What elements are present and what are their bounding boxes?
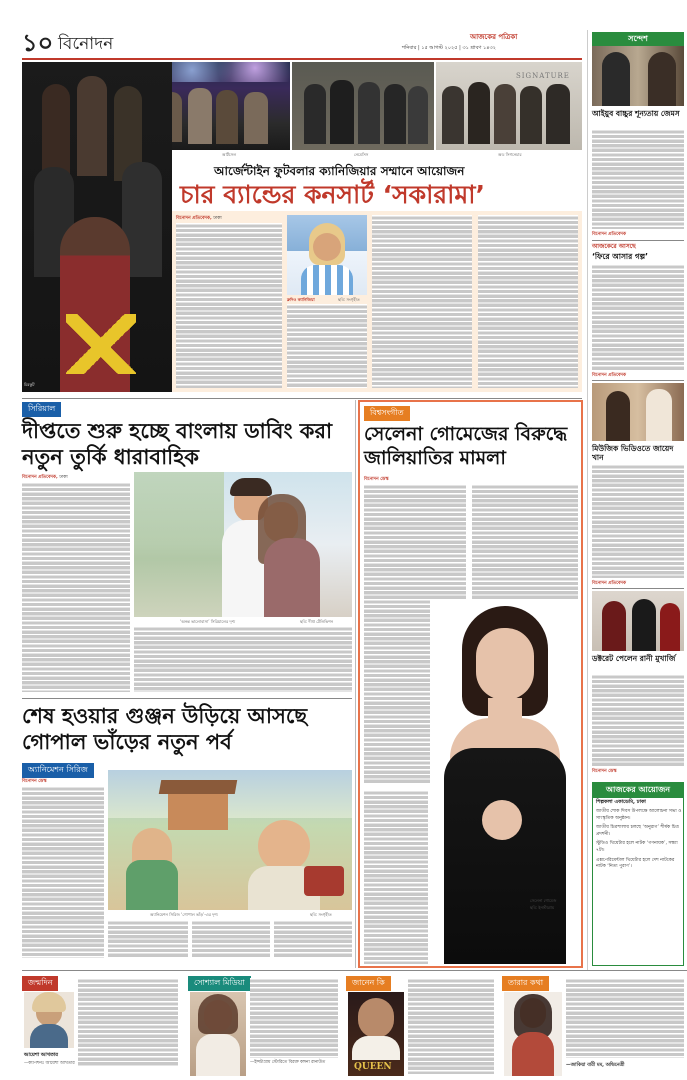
- gopal-headline: শেষ হওয়ার গুঞ্জন উড়িয়ে আসছে গোপাল ভাঁড়ের নতুন পর্ব: [22, 704, 308, 754]
- birthday-names: আয়েশা আখতার: [24, 1052, 59, 1058]
- know-box: [346, 974, 496, 1080]
- serial-photo: [134, 472, 352, 617]
- side-rule-2: [592, 380, 684, 381]
- star-photo: [504, 992, 562, 1076]
- lead-dateline: ঢাকা: [213, 216, 222, 221]
- social-body: [250, 978, 338, 1058]
- social-tag: সোশ্যাল মিডিয়া: [188, 976, 251, 991]
- birthday-photo: [24, 992, 74, 1048]
- side-item3-title: মিউজিক ভিডিওতে জায়েদ খান: [592, 444, 674, 462]
- lead-body-col-4: [478, 215, 578, 388]
- lead-body-col-2: [287, 304, 367, 388]
- selena-photo-caption: সেলেনা গোমেজ: [530, 898, 557, 903]
- social-box: [188, 974, 340, 1080]
- masthead-rule: [22, 58, 582, 60]
- selena-photo-credit: ছবি: ইনস্টাগ্রাম: [530, 905, 555, 910]
- event-item: স্টুডিও থিয়েটার হলে নাটক ‘গণনায়ক’, সন্ধ্যা ৭টা।: [596, 841, 678, 853]
- jayed-photo: [592, 383, 684, 441]
- star-tag: তারার কথা: [502, 976, 549, 991]
- events-venue: শিল্পকলা একাডেমি, ঢাকা: [596, 799, 646, 805]
- caniggia-credit: ছবি: সংগৃহীত: [338, 297, 360, 302]
- side-item4-body: [592, 674, 684, 766]
- social-signoff: —ইন্সটাগ্রাম স্টোরিতে বিরক্ত কঙ্গনা রানাউত: [250, 1060, 326, 1065]
- odd-signature-caption: অড সিগনেচার: [498, 152, 522, 157]
- gopal-photo-credit: ছবি: সংগৃহীত: [310, 912, 332, 917]
- events-list: [596, 809, 682, 874]
- know-body: [408, 978, 494, 1074]
- serial-tag: সিরিয়াল: [22, 402, 61, 417]
- side-item4-byline: বিনোদন ডেস্ক: [592, 769, 617, 774]
- gopal-body-col-4: [274, 920, 352, 958]
- side-item2-body: [592, 264, 684, 370]
- gopal-body-col-3: [192, 920, 270, 958]
- birthday-box: [22, 974, 182, 1080]
- side-item2-kicker: আজকেরে আসছে: [592, 243, 636, 250]
- column-divider: [355, 400, 356, 968]
- nemesis-caption: নেমেসিস: [354, 152, 369, 157]
- event-item: এক্সপেরিমেন্টাল থিয়েটার হলে দেশ নাটকের নাটক ‘নিত্য পুরাণ’।: [596, 857, 675, 870]
- caniggia-photo: [287, 215, 367, 295]
- gopal-photo: [108, 770, 352, 910]
- event-item: জাতীয় শোক দিবস উপলক্ষে আলোচনা সভা ও সাংস্কৃতিক অনুষ্ঠান।: [596, 809, 682, 821]
- side-item2-title: ‘ফিরে আসার গল্প’: [592, 252, 648, 261]
- gopal-byline: বিনোদন ডেস্ক: [22, 779, 47, 784]
- gopal-tag: অ্যানিমেশন সিরিজ: [22, 763, 94, 778]
- social-photo: [190, 992, 246, 1076]
- masthead: [22, 30, 582, 56]
- birthday-tag: জন্মদিন: [22, 976, 58, 991]
- chirkut-photo: [22, 62, 172, 392]
- birthday-body: [78, 978, 178, 1066]
- side-item1-body: [592, 129, 684, 229]
- james-photo: [592, 46, 684, 106]
- queen-poster: [348, 992, 404, 1076]
- side-item1-byline: বিনোদন প্রতিবেদক: [592, 232, 627, 237]
- star-signoff: —জাকিয়া বারী মম, অভিনেত্রী: [566, 1063, 625, 1068]
- side-item3-body: [592, 464, 684, 578]
- issue-date: শনিবার | ১৫ আগস্ট ২০২৫ | ৩১ শ্রাবণ ১৪৩২: [402, 45, 496, 51]
- lead-bottom-rule: [22, 398, 582, 399]
- lead-headline: চার ব্যান্ডের কনসার্ট ‘সকারামা’: [180, 180, 485, 209]
- gopal-body-col-2: [108, 920, 188, 958]
- selena-headline: সেলেনা গোমেজের বিরুদ্ধে জালিয়াতির মামলা: [364, 423, 568, 469]
- sidebar-header: সন্দেশ: [592, 32, 684, 47]
- lead-byline: [176, 215, 222, 222]
- side-rule-3: [592, 588, 684, 589]
- side-rule-1: [592, 240, 684, 241]
- lead-body-col-1: [176, 223, 282, 388]
- nemesis-photo: [292, 62, 434, 150]
- serial-headline: দীপ্ততে শুরু হচ্ছে বাংলায় ডাবিং করা নতুন তুর্কি ধারাবাহিক: [22, 419, 333, 469]
- star-body: [566, 978, 684, 1058]
- chirkut-caption: চিরকুট: [24, 382, 35, 387]
- serial-body-col-2: [134, 626, 352, 692]
- events-header: আজকের আয়োজন: [593, 783, 683, 798]
- side-item2-byline: বিনোদন প্রতিবেদক: [592, 373, 627, 378]
- queen-text: QUEEN: [354, 1062, 392, 1072]
- serial-photo-credit: ছবি: দীপ্ত টেলিভিশন: [300, 619, 334, 624]
- artcell-caption: আর্টসেল: [222, 152, 237, 157]
- serial-byline-name: বিনোদন প্রতিবেদক,: [22, 475, 58, 480]
- lead-body-col-3: [372, 215, 472, 388]
- lead-byline-name: বিনোদন প্রতিবেদক,: [176, 216, 212, 221]
- side-item3-byline: বিনোদন প্রতিবেদক: [592, 581, 627, 586]
- paper-name: আজকের পত্রিকা: [470, 33, 518, 41]
- know-tag: জানেন কি: [346, 976, 391, 991]
- event-item: জাতীয় চিত্রশালায় চলছে ‘অনুরাগ’ শীর্ষক চিত্র প্রদর্শনী।: [596, 825, 679, 837]
- birthday-signoff: —ক্যাপশনঃ আয়েশা আখতার: [24, 1061, 75, 1066]
- selena-byline: বিনোদন ডেস্ক: [364, 477, 389, 482]
- caniggia-caption: ক্লদিও ক্যানিজিয়া: [287, 297, 315, 302]
- gopal-body-col-1: [22, 786, 104, 958]
- side-item1-title: আইয়ুব বাচ্চুর শূন্যতায় জেমস: [592, 109, 680, 118]
- star-box: [502, 974, 687, 1080]
- serial-photo-caption: ‘অনন্ত ভালোবাসা’ সিরিয়ালের দৃশ্য: [180, 619, 236, 624]
- page-number: ১০: [22, 29, 54, 57]
- selena-tag: বিশ্বসংগীত: [364, 406, 410, 421]
- serial-dateline: ঢাকা: [59, 475, 68, 480]
- side-item4-title: ডক্টরেট পেলেন রানী মুখার্জি: [592, 654, 676, 663]
- lead-kicker: আর্জেন্টাইন ফুটবলার ক্যানিজিয়ার সম্মানে আয়োজন: [214, 164, 465, 178]
- serial-body-col-1: [22, 482, 130, 692]
- bottom-strip-rule: [22, 970, 687, 971]
- rani-photo: [592, 591, 684, 651]
- section-name: বিনোদন: [58, 34, 114, 54]
- selena-photo: [430, 600, 580, 964]
- events-box: [592, 782, 684, 966]
- sidebar: [587, 30, 687, 970]
- selena-body-col-3: [364, 790, 428, 964]
- serial-byline: [22, 474, 68, 481]
- gopal-photo-caption: অ্যানিমেশন সিরিজ ‘গোপাল ভাঁড়’-এর দৃশ্য: [150, 912, 218, 917]
- serial-bottom-rule: [22, 698, 352, 699]
- odd-signature-photo: SIGNATURE: [436, 62, 582, 150]
